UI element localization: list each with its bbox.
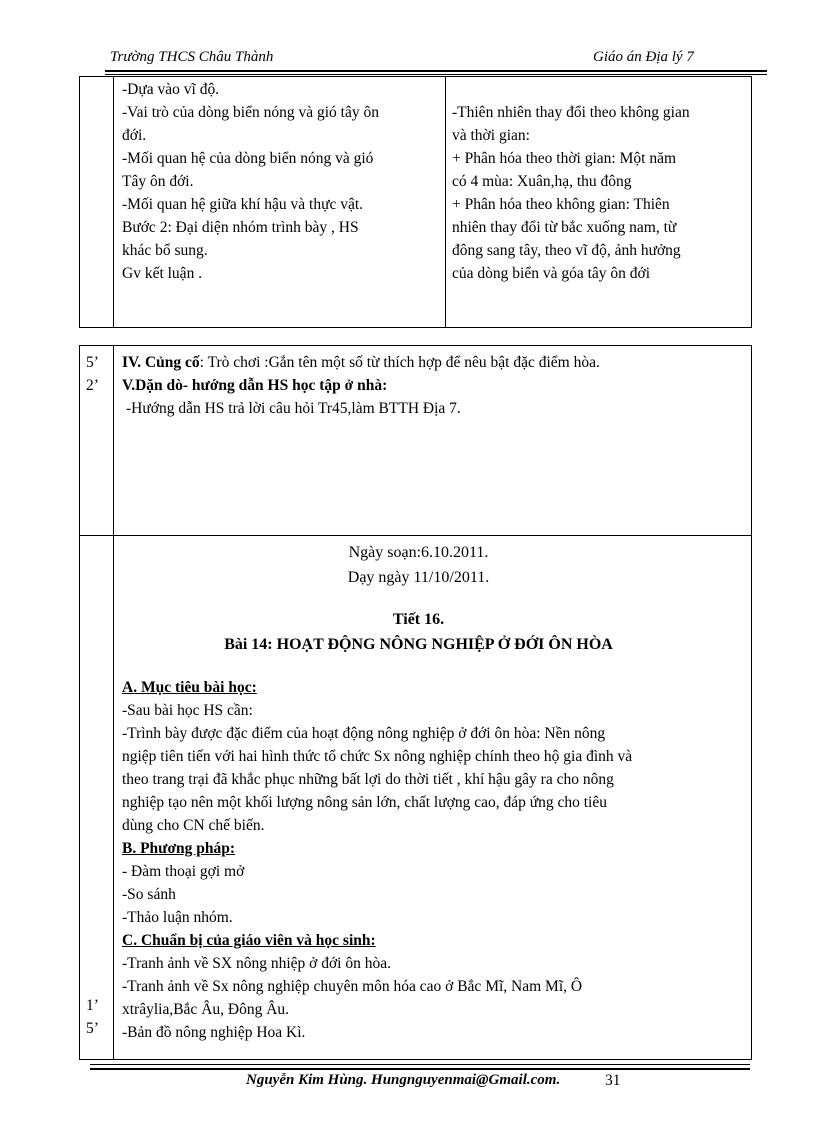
- text-line: -Bản đồ nông nghiệp Hoa Kì.: [122, 1024, 306, 1041]
- footer-rule-thick: [90, 1068, 750, 1070]
- text-line: -Vai trò của dòng biển nóng và gió tây ôn: [122, 104, 379, 121]
- text-line: Tây ôn đới.: [122, 173, 194, 190]
- subject-name: Giáo án Địa lý 7: [593, 49, 694, 65]
- time-value: 5’: [86, 354, 99, 371]
- text-line: -Mối quan hệ giữa khí hậu và thực vật.: [122, 196, 364, 213]
- text-line: -Thiên nhiên thay đổi theo không gian: [452, 104, 690, 121]
- text-line: khác bổ sung.: [122, 242, 208, 259]
- text-line: dùng cho CN chế biến.: [122, 817, 265, 834]
- activity-table: [79, 76, 752, 328]
- school-name: Trường THCS Châu Thành: [110, 49, 274, 65]
- text-line: -Tranh ảnh về SX nông nhiệp ở đới ôn hòa.: [122, 955, 391, 972]
- section-b-title: B. Phương pháp:: [122, 840, 236, 857]
- text-line: -Dựa vào vĩ độ.: [122, 81, 220, 98]
- text-line: đông sang tây, theo vĩ độ, ảnh hưởng: [452, 242, 681, 259]
- teacher-activity-cell: [114, 77, 446, 328]
- text-line: của dòng biển và góa tây ôn đới: [452, 265, 651, 282]
- consolidation-cell: [114, 346, 752, 536]
- lesson-table: [79, 345, 752, 1060]
- text-line: Gv kết luận .: [122, 265, 203, 282]
- time-value: 5’: [86, 1020, 99, 1037]
- text-line: -Thảo luận nhóm.: [122, 909, 233, 926]
- consolidation-label: IV. Củng cố: [122, 354, 200, 371]
- text-line: nhiên thay đổi từ bắc xuống nam, từ: [452, 219, 677, 236]
- lesson-cell: [114, 536, 752, 1060]
- time-value: 2’: [86, 377, 99, 394]
- header-rule-thin: [105, 74, 767, 75]
- text-line: Bước 2: Đại diện nhóm trình bày , HS: [122, 219, 359, 236]
- text-line: đới.: [122, 127, 147, 144]
- prep-date: Ngày soạn:6.10.2011.: [348, 544, 489, 561]
- time-cell: [80, 536, 114, 1060]
- period-title: Tiết 16.: [392, 611, 445, 628]
- homework-text: -Hướng dẫn HS trả lời câu hỏi Tr45,làm BTTH Địa 7.: [126, 400, 461, 417]
- page-number: 31: [605, 1072, 621, 1089]
- text-line: có 4 mùa: Xuân,hạ, thu đông: [452, 173, 632, 190]
- text-line: + Phân hóa theo thời gian: Một năm: [452, 150, 677, 167]
- text-line: ngiệp tiên tiến với hai hình thức tổ chức Sx nông nghiệp chính theo hộ gia đình và: [122, 748, 633, 765]
- text-line: theo trang trại đã khắc phục những bất lợi do thời tiết , khí hậu gây ra cho nông: [122, 771, 614, 788]
- teach-date: Dạy ngày 11/10/2011.: [347, 569, 490, 586]
- text-line: - Đàm thoại gợi mở: [122, 863, 245, 880]
- content-cell: [446, 77, 752, 328]
- text-line: -So sánh: [122, 886, 176, 903]
- text-line: -Sau bài học HS cần:: [122, 702, 253, 719]
- footer-author: Nguyễn Kim Hùng. Hungnguyenmai@Gmail.com.: [246, 1072, 561, 1088]
- text-line: -Tranh ảnh về Sx nông nghiệp chuyên môn hóa cao ở Bắc Mĩ, Nam Mĩ, Ô: [122, 978, 583, 995]
- text-line: -Mối quan hệ của dòng biển nóng và gió: [122, 150, 374, 167]
- text-line: và thời gian:: [452, 127, 530, 144]
- time-cell: [80, 346, 114, 536]
- time-cell: [80, 77, 114, 328]
- consolidation-text: : Trò chơi :Gắn tên một số từ thích hợp để nêu bật đặc điểm hòa.: [199, 354, 600, 371]
- time-value: 1’: [86, 997, 99, 1014]
- text-line: nghiệp tạo nên một khối lượng nông sản lớn, chất lượng cao, đáp ứng cho tiêu: [122, 794, 607, 811]
- header-rule-thick: [105, 70, 767, 72]
- homework-label: V.Dặn dò- hướng dẫn HS học tập ở nhà:: [122, 377, 388, 394]
- footer-rule-thin: [90, 1064, 750, 1065]
- section-a-title: A. Mục tiêu bài học:: [122, 679, 257, 696]
- text-line: -Trình bày được đặc điểm của hoạt động nông nghiệp ở đới ôn hòa: Nền nông: [122, 725, 606, 742]
- text-line: xtrâylia,Bắc Âu, Đông Âu.: [122, 1001, 290, 1018]
- text-line: + Phân hóa theo không gian: Thiên: [452, 196, 670, 213]
- section-c-title: C. Chuẩn bị của giáo viên và học sinh:: [122, 932, 376, 949]
- lesson-title: Bài 14: HOẠT ĐỘNG NÔNG NGHIỆP Ở ĐỚI ÔN HÒA: [224, 636, 613, 653]
